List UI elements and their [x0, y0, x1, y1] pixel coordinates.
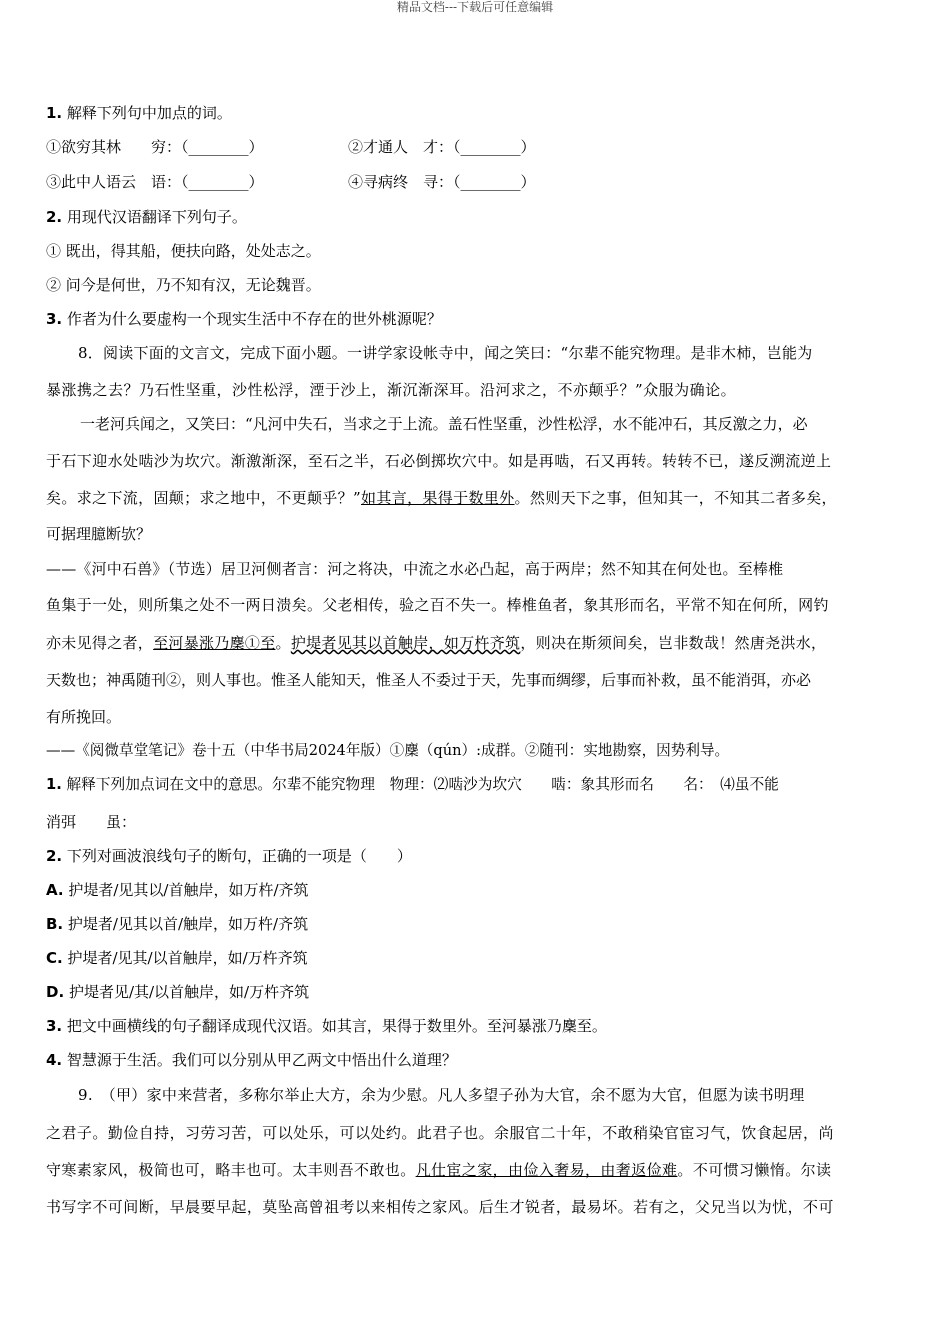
- option-b: [46, 914, 908, 934]
- passage-8-line: [46, 633, 908, 653]
- passage-8-line: 可据理臆断欤？: [46, 525, 152, 543]
- sub-question-3: [46, 1016, 908, 1036]
- question-number: 4.: [46, 1051, 63, 1069]
- question-text: 把文中画横线的句子翻译成现代汉语。如其言，果得于数里外。至河暴涨乃麇至。: [66, 1017, 607, 1035]
- text-span: 。不可惯习懒惰。尔读: [677, 1161, 832, 1179]
- text-span: ，则决在斯须间矣，岂非数哉！然唐尧洪水，: [520, 634, 827, 652]
- option-text: 护堤者/见其/以首触岸，如/万杵齐筑: [67, 949, 308, 967]
- question-text: 智慧源于生活。我们可以分别从甲乙两文中悟出什么道理？: [66, 1051, 457, 1069]
- page-header: 精品文档---下载后可任意编辑: [396, 0, 554, 14]
- passage-8-line: 天数也；神禹随刊②，则人事也。惟圣人能知天，惟圣人不委过于天，先事而绸缪，后事而补救，虽不能消弭，亦必: [46, 671, 812, 689]
- option-key: C.: [46, 949, 63, 967]
- question-text: 作者为什么要虚构一个现实生活中不存在的世外桃源呢？: [66, 310, 442, 328]
- sentence-1: ① 既出，得其船，便扶向路，处处志之。: [46, 242, 321, 260]
- underlined-sentence: 凡仕宦之家，由俭入奢易，由奢返俭难: [415, 1161, 678, 1179]
- passage-9-line: [46, 1160, 908, 1180]
- sub-question-2: [46, 846, 908, 866]
- passage-8-line: 8．阅读下面的文言文，完成下面小题。一讲学家设帐寺中，闻之笑曰：“尔辈不能究物理。是非木柿，岂能为: [78, 344, 813, 362]
- passage-8-line: ——《河中石兽》（节选）居卫河侧者言：河之将决，中流之水必凸起，高于两岸；然不知其在何处也。至棒椎: [46, 560, 784, 578]
- passage-8-line: 于石下迎水处啮沙为坎穴。渐激渐深，至石之半，石必倒掷坎穴中。如是再啮，石又再转。转转不已，遂反溯流逆上: [46, 452, 832, 470]
- question-number: 3.: [46, 1017, 63, 1035]
- question-2: [46, 207, 908, 227]
- wavy-underlined-sentence: 护堤者见其以首触岸，如万杵齐筑: [290, 634, 521, 652]
- text-span: 亦未见得之者，: [46, 634, 154, 652]
- sentence-2: ② 问今是何世，乃不知有汉，无论魏晋。: [46, 276, 321, 294]
- option-text: 护堤者/见其以首/触岸，如万杵/齐筑: [67, 915, 309, 933]
- option-key: A.: [46, 881, 64, 899]
- question-number: 2.: [46, 208, 63, 226]
- passage-8-line: 一老河兵闻之，又笑曰：“凡河中失石，当求之于上流。盖石性坚重，沙性松浮，水不能冲石，其反激之力，必: [80, 415, 808, 433]
- option-text: 护堤者见/其/以首触岸，如/万杵齐筑: [68, 983, 310, 1001]
- text-span: 。然则天下之事，但知其一，不知其二者多矣，: [514, 489, 837, 507]
- question-number: 3.: [46, 310, 63, 328]
- passage-8-line: 有所挽回。: [46, 708, 122, 726]
- question-3: [46, 309, 908, 329]
- sub-question-4: [46, 1050, 908, 1070]
- item-1: ①欲穷其林 穷：（________）: [46, 138, 264, 156]
- text-span: 守寒素家风，极简也可，略丰也可。太丰则吾不敢也。: [46, 1161, 416, 1179]
- option-d: [46, 982, 908, 1002]
- text-span: 。: [275, 634, 291, 652]
- sub-question-1-cont: 消弭 虽：: [46, 813, 137, 831]
- question-1: [46, 103, 908, 123]
- passage-9-line: 书写字不可间断，早晨要早起，莫坠高曾祖考以来相传之家风。后生才锐者，最易坏。若有之，父兄当以为忧，不可: [46, 1198, 834, 1216]
- item-3: ③此中人语云 语：（________）: [46, 173, 264, 191]
- underlined-sentence: 至河暴涨乃麇①至: [153, 634, 276, 652]
- option-c: [46, 948, 908, 968]
- passage-9-line: 9. （甲）家中来营者，多称尔举止大方，余为少慰。凡人多望子孙为大官，余不愿为大官，但愿为读书明理: [78, 1086, 805, 1104]
- option-text: 护堤者/见其以/首触岸，如万杵/齐筑: [68, 881, 309, 899]
- question-number: 1.: [46, 104, 63, 122]
- option-key: D.: [46, 983, 65, 1001]
- underlined-sentence: 如其言，果得于数里外: [361, 489, 515, 507]
- option-a: [46, 880, 908, 900]
- passage-8-line: 暴涨携之去？乃石性坚重，沙性松浮，湮于沙上，渐沉渐深耳。沿河求之，不亦颠乎？”众服为确论。: [46, 381, 737, 399]
- item-4: ④寻病终 寻：（________）: [348, 173, 536, 191]
- passage-8-line: 鱼集于一处，则所集之处不一两日溃矣。父老相传，验之百不失一。棒椎鱼者，象其形而名，平常不知在何所，网钓: [46, 596, 829, 614]
- question-text: 用现代汉语翻译下列句子。: [66, 208, 247, 226]
- passage-8-source: ——《阅微草堂笔记》卷十五（中华书局2024年版）①麇（qún）:成群。②随刊：实地勘察，因势利导。: [46, 742, 730, 759]
- sub-question-1: [46, 775, 908, 795]
- passage-8-line: [46, 488, 908, 508]
- question-text: 解释下列加点词在文中的意思。尔辈不能究物理 物理：⑵啮沙为坎穴 啮：象其形而名 名： ⑷虽不能: [66, 776, 779, 793]
- item-2: ②才通人 才：（________）: [348, 138, 536, 156]
- question-text: 下列对画波浪线句子的断句，正确的一项是（ ）: [66, 847, 412, 865]
- text-span: 矣。求之下流，固颠；求之地中，不更颠乎？”: [46, 489, 362, 507]
- option-key: B.: [46, 915, 64, 933]
- question-text: 解释下列句中加点的词。: [66, 104, 232, 122]
- passage-9-line: 之君子。勤俭自持，习劳习苦，可以处乐，可以处约。此君子也。余服官二十年，不敢稍染官宦习气，饮食起居，尚: [46, 1124, 834, 1142]
- question-number: 1.: [46, 776, 62, 793]
- question-number: 2.: [46, 847, 63, 865]
